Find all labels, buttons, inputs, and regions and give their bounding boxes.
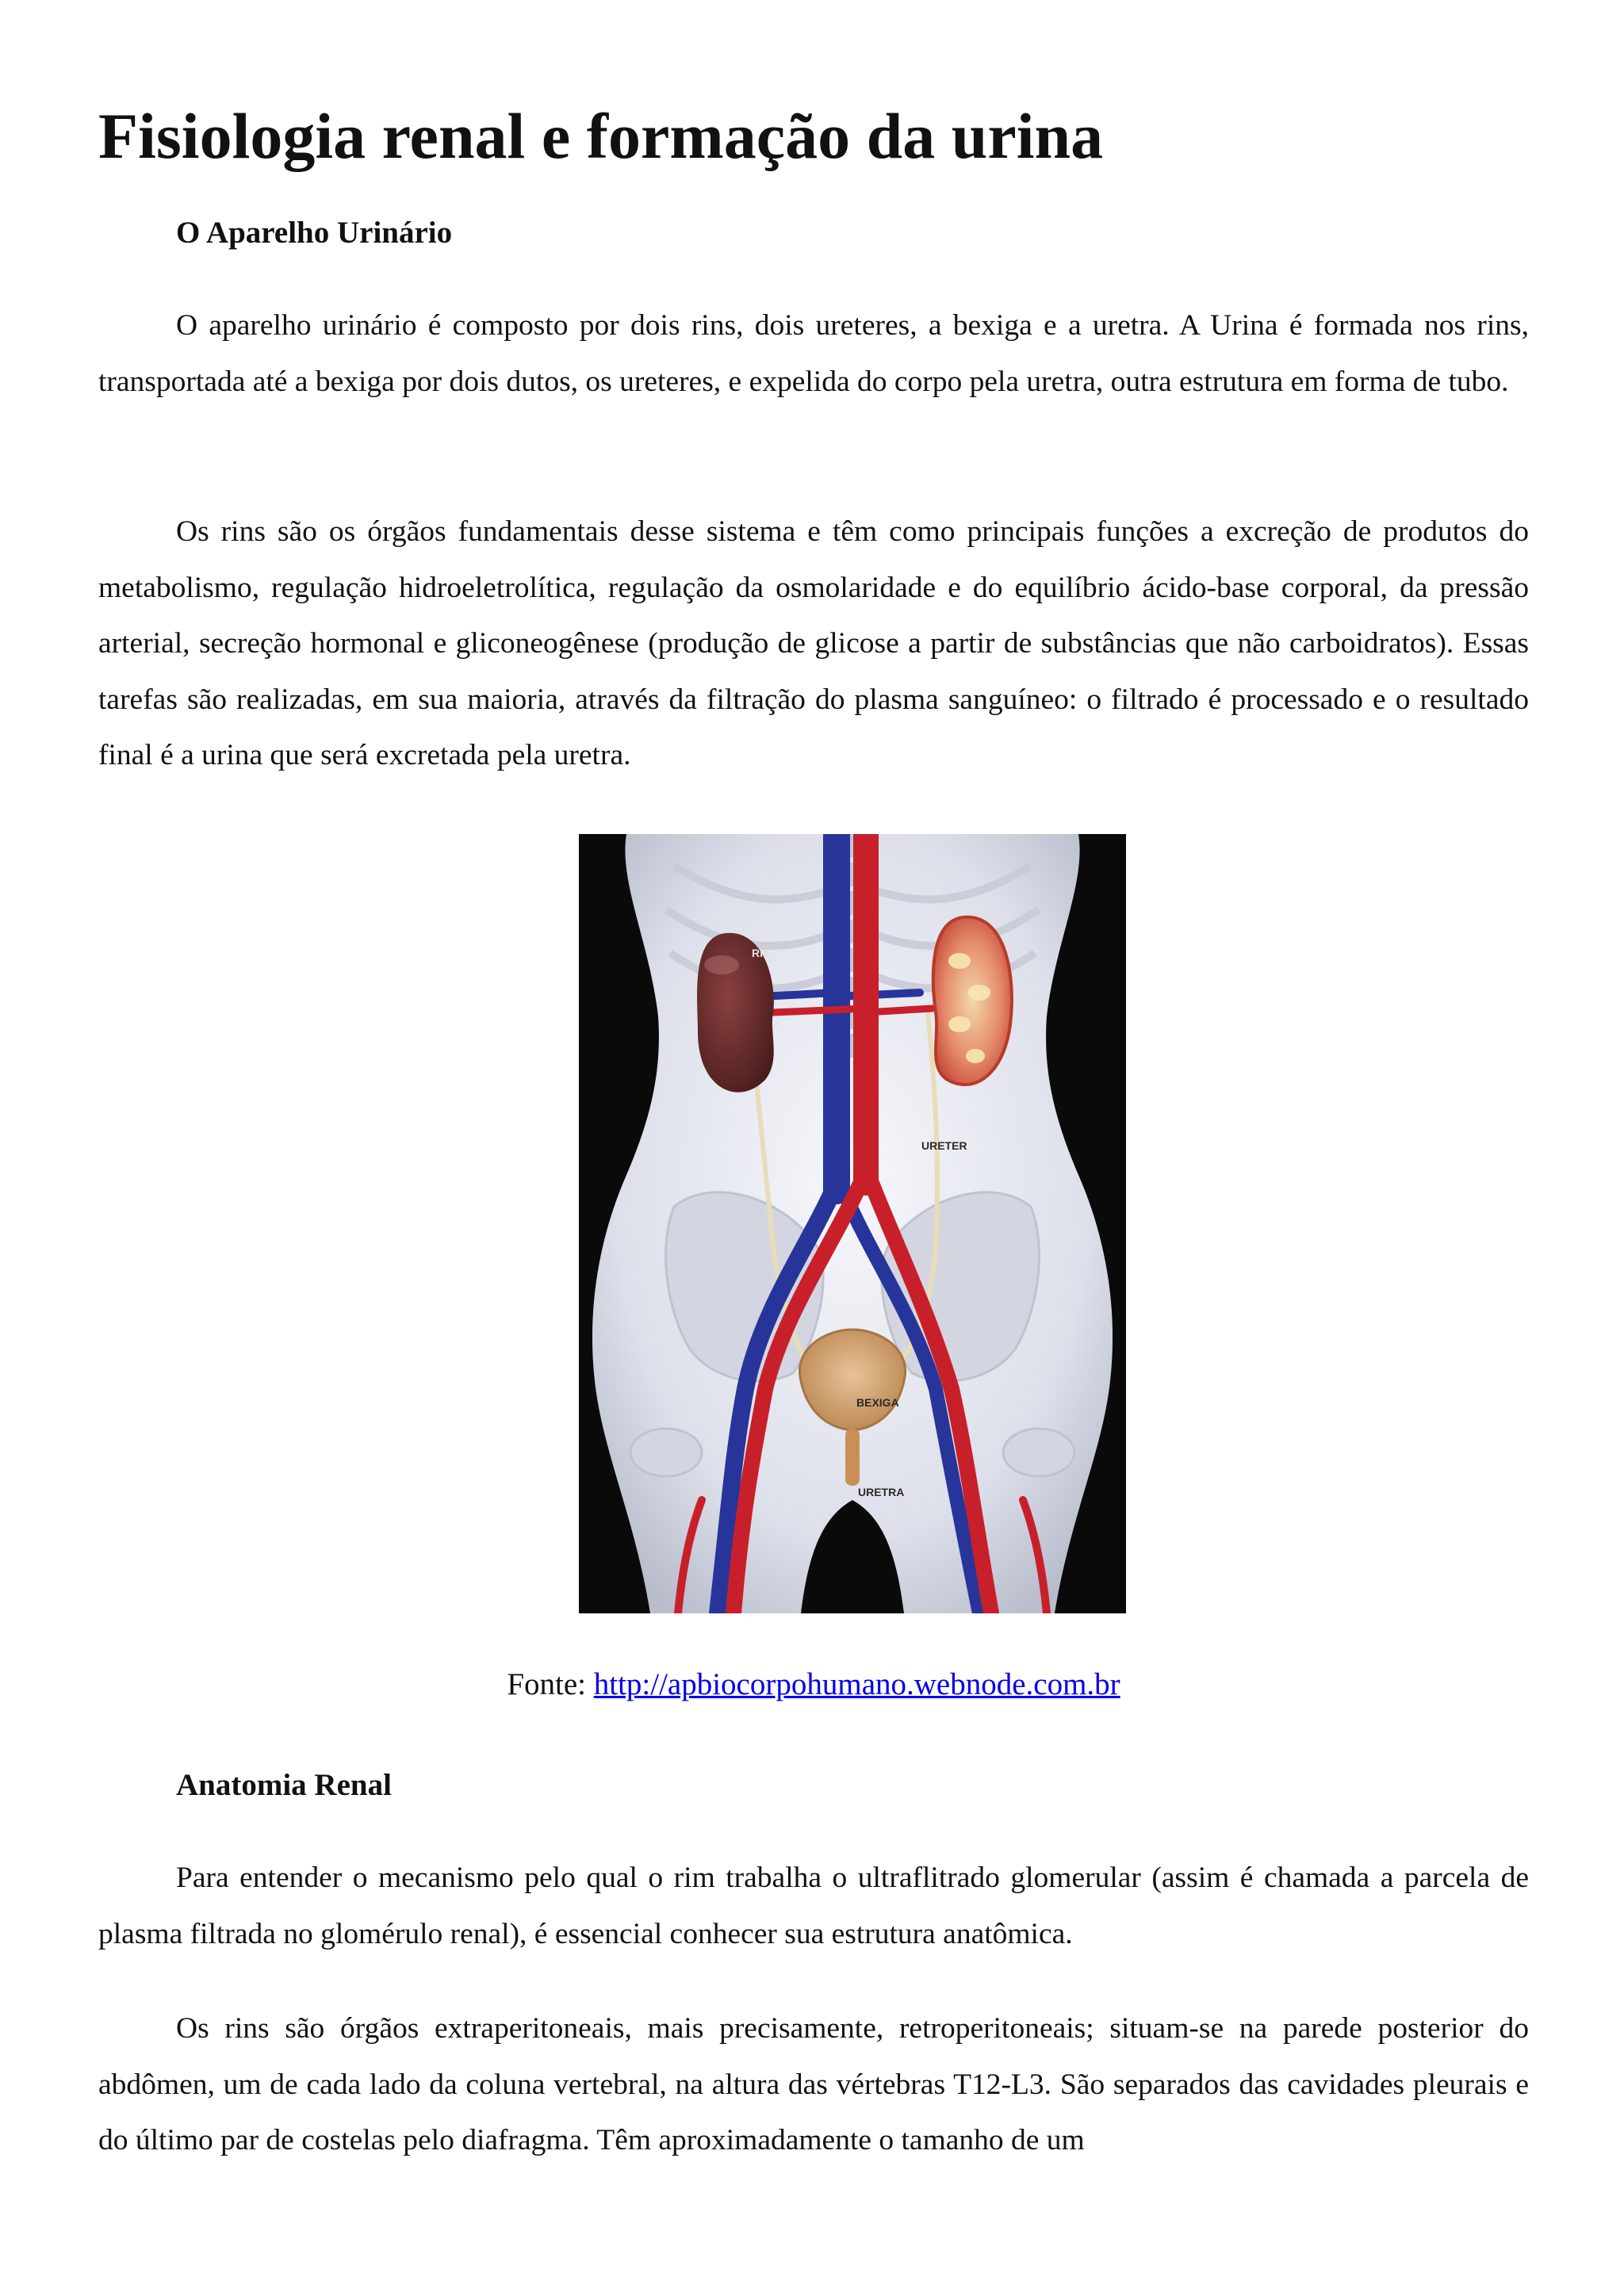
paragraph-urinary-system-composition: O aparelho urinário é composto por dois rins, dois ureteres, a bexiga e a uretra. A Urina é formada nos rins, transportada até a bexiga por dois dutos, os ureteres, e expelida do corpo pela uretra, outra estrutura em forma de tubo. <box>98 309 1529 398</box>
paragraph-kidney-functions: Os rins são os órgãos fundamentais desse sistema e têm como principais funções a excreção de produtos do metabolismo, regulação hidroeletrolítica, regulação da osmolaridade e do equilíbrio ácido-base corporal, da pressão arterial, secreção hormonal e gliconeogênese (produção de glicose a partir de substâncias que não carboidratos). Essas tarefas são realizadas, em sua maioria, através da filtração do plasma sanguíneo: o filtrado é processado e o resultado final é a urina que será excretada pela uretra. <box>98 515 1529 771</box>
page-title: Fisiologia renal e formação da urina <box>98 100 1104 172</box>
section-heading-renal-anatomy: Anatomia Renal <box>176 1768 392 1802</box>
urethra <box>845 1429 860 1486</box>
label-ureter: URETER <box>921 1139 967 1152</box>
paragraph-ultrafiltrate-intro: Para entender o mecanismo pelo qual o rim trabalha o ultraflitrado glomerular (assim é chamada a parcela de plasma filtrada no glomérulo renal), é essencial conhecer sua estrutura anatômica. <box>98 1862 1529 1950</box>
urinary-system-illustration <box>579 834 1126 1613</box>
label-bexiga: BEXIGA <box>856 1396 899 1409</box>
label-uretra: URETRA <box>858 1486 905 1498</box>
kidney-right <box>933 917 1012 1085</box>
source-link[interactable]: http://apbiocorpohumano.webnode.com.br <box>593 1667 1120 1701</box>
caption-prefix: Fonte: <box>507 1667 594 1701</box>
label-rim: RIM <box>752 947 772 959</box>
paragraph-kidney-location: Os rins são órgãos extraperitoneais, mais precisamente, retroperitoneais; situam-se na parede posterior do abdômen, um de cada lado da coluna vertebral, na altura das vértebras T12-L3. São separados das cavidades pleurais e do último par de costelas pelo diafragma. Têm aproximadamente o tamanho de um <box>98 2012 1529 2156</box>
section-heading-urinary-system: O Aparelho Urinário <box>176 216 453 250</box>
figure-caption <box>98 1665 1529 1705</box>
